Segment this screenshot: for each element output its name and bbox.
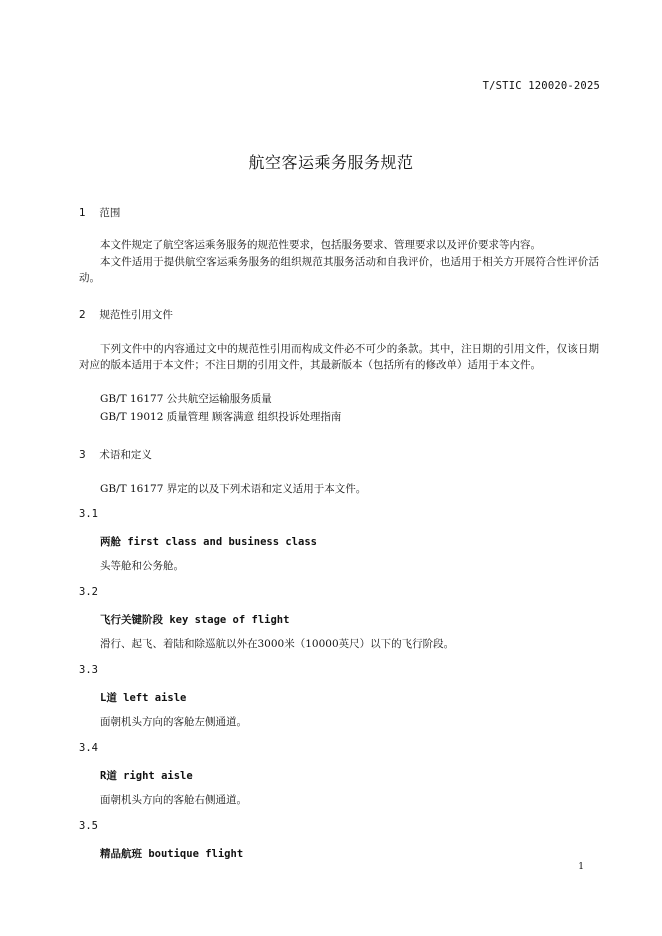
section-number: 3 bbox=[79, 449, 86, 461]
scope-paragraph-2: 本文件适用于提供航空客运乘务服务的组织规范其服务活动和自我评价，也适用于相关方开展符合性评价活动。 bbox=[79, 256, 599, 284]
term-name: R道 right aisle bbox=[100, 770, 193, 782]
section-heading-normative-references bbox=[79, 307, 173, 322]
scope-paragraph-1: 本文件规定了航空客运乘务服务的规范性要求，包括服务要求、管理要求以及评价要求等内容。 bbox=[100, 239, 541, 251]
term-definition: 面朝机头方向的客舱左侧通道。 bbox=[100, 716, 247, 728]
section-title: 规范性引用文件 bbox=[99, 309, 173, 321]
term-name: 精品航班 boutique flight bbox=[100, 848, 244, 860]
term-definition: 面朝机头方向的客舱右侧通道。 bbox=[100, 794, 247, 806]
term-name: L道 left aisle bbox=[100, 692, 187, 704]
document-code: T/STIC 120020-2025 bbox=[482, 80, 600, 92]
section-number: 1 bbox=[79, 207, 86, 219]
term-definition: 头等舱和公务舱。 bbox=[100, 560, 184, 572]
page-number: 1 bbox=[578, 862, 584, 872]
term-name: 飞行关键阶段 key stage of flight bbox=[100, 614, 290, 626]
reference-item: GB/T 16177 公共航空运输服务质量 bbox=[100, 393, 272, 405]
section-heading-terms-definitions bbox=[79, 447, 152, 462]
section-heading-scope bbox=[79, 205, 120, 220]
reference-item: GB/T 19012 质量管理 顾客满意 组织投诉处理指南 bbox=[100, 411, 342, 423]
section-title: 术语和定义 bbox=[99, 449, 152, 461]
term-definition: 滑行、起飞、着陆和除巡航以外在3000米（10000英尺）以下的飞行阶段。 bbox=[100, 638, 455, 650]
document-title: 航空客运乘务服务规范 bbox=[248, 153, 414, 172]
term-number: 3.1 bbox=[79, 508, 98, 520]
term-number: 3.2 bbox=[79, 586, 98, 598]
section-title: 范围 bbox=[99, 207, 121, 219]
term-name: 两舱 first class and business class bbox=[100, 536, 317, 548]
term-number: 3.3 bbox=[79, 664, 98, 676]
terms-intro-paragraph: GB/T 16177 界定的以及下列术语和定义适用于本文件。 bbox=[100, 483, 367, 495]
term-number: 3.4 bbox=[79, 742, 98, 754]
references-intro-paragraph: 下列文件中的内容通过文中的规范性引用而构成文件必不可少的条款。其中，注日期的引用文件，仅该日期对应的版本适用于本文件；不注日期的引用文件，其最新版本（包括所有的修改单）适用于本文件。 bbox=[79, 343, 599, 371]
section-number: 2 bbox=[79, 309, 86, 321]
term-number: 3.5 bbox=[79, 820, 98, 832]
